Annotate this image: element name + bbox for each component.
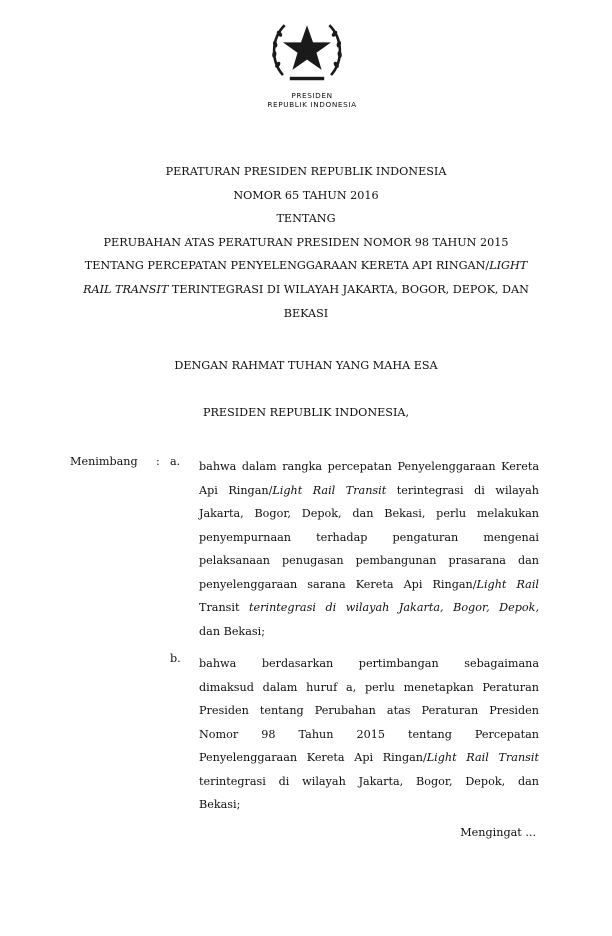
title-number: NOMOR 65 TAHUN 2016 bbox=[233, 188, 379, 202]
item-line: Jakarta, Bogor, Depok, dan Bekasi, perlu melakukan bbox=[199, 507, 539, 521]
item-line: Transit terintegrasi di wilayah Jakarta, Bogor, Depok, bbox=[199, 601, 539, 615]
item-line: terintegrasi di wilayah Jakarta, Bogor, Depok, dan bbox=[199, 774, 539, 788]
title-regulation: PERATURAN PRESIDEN REPUBLIK INDONESIA bbox=[165, 165, 447, 178]
preamble-grace: DENGAN RAHMAT TUHAN YANG MAHA ESA bbox=[174, 359, 438, 372]
item-line: penyempurnaan terhadap pengaturan mengenai bbox=[199, 530, 539, 544]
continuation-text: Mengingat ... bbox=[460, 826, 536, 839]
item-line: dimaksud dalam huruf a, perlu menetapkan Peraturan bbox=[199, 680, 539, 694]
item-line: Penyelenggaraan Kereta Api Ringan/Light Rail Transit bbox=[199, 751, 539, 765]
preamble-president: PRESIDEN REPUBLIK INDONESIA, bbox=[202, 406, 410, 419]
considering-colon: : bbox=[156, 455, 160, 468]
item-letter: a. bbox=[170, 455, 181, 468]
item-letter: b. bbox=[170, 652, 181, 665]
item-text bbox=[199, 455, 539, 643]
item-line: Bekasi; bbox=[199, 798, 241, 812]
item-line: Nomor 98 Tahun 2015 tentang Percepatan bbox=[199, 727, 539, 741]
item-text bbox=[199, 652, 539, 817]
garuda-star-emblem-icon bbox=[264, 8, 350, 94]
item-line: penyelenggaraan sarana Kereta Api Ringan/Light Rail bbox=[199, 577, 539, 591]
item-line: Api Ringan/Light Rail Transit terintegrasi di wilayah bbox=[199, 483, 539, 497]
document-title bbox=[0, 160, 612, 325]
item-line: bahwa dalam rangka percepatan Penyelenggaraan Kereta bbox=[199, 460, 539, 473]
title-amendment: PERUBAHAN ATAS PERATURAN PRESIDEN NOMOR 98 TAHUN 2015 bbox=[103, 235, 509, 249]
emblem-label-president: PRESIDEN bbox=[291, 91, 333, 100]
item-line: dan Bekasi; bbox=[199, 624, 265, 638]
title-subject-line1: TENTANG PERCEPATAN PENYELENGGARAAN KERETA API RINGAN/LIGHT bbox=[84, 259, 528, 273]
title-about: TENTANG bbox=[276, 212, 336, 226]
considering-label: Menimbang bbox=[70, 455, 138, 468]
title-subject-line3: BEKASI bbox=[283, 306, 329, 320]
emblem-label-republic: REPUBLIK INDONESIA bbox=[267, 100, 357, 109]
item-line: bahwa berdasarkan pertimbangan sebagaimana bbox=[199, 657, 539, 670]
item-line: pelaksanaan penugasan pembangunan prasarana dan bbox=[199, 554, 539, 568]
title-subject-line2: RAIL TRANSIT TERINTEGRASI DI WILAYAH JAKARTA, BOGOR, DEPOK, DAN bbox=[83, 282, 529, 296]
item-line: Presiden tentang Perubahan atas Peraturan Presiden bbox=[199, 704, 539, 718]
